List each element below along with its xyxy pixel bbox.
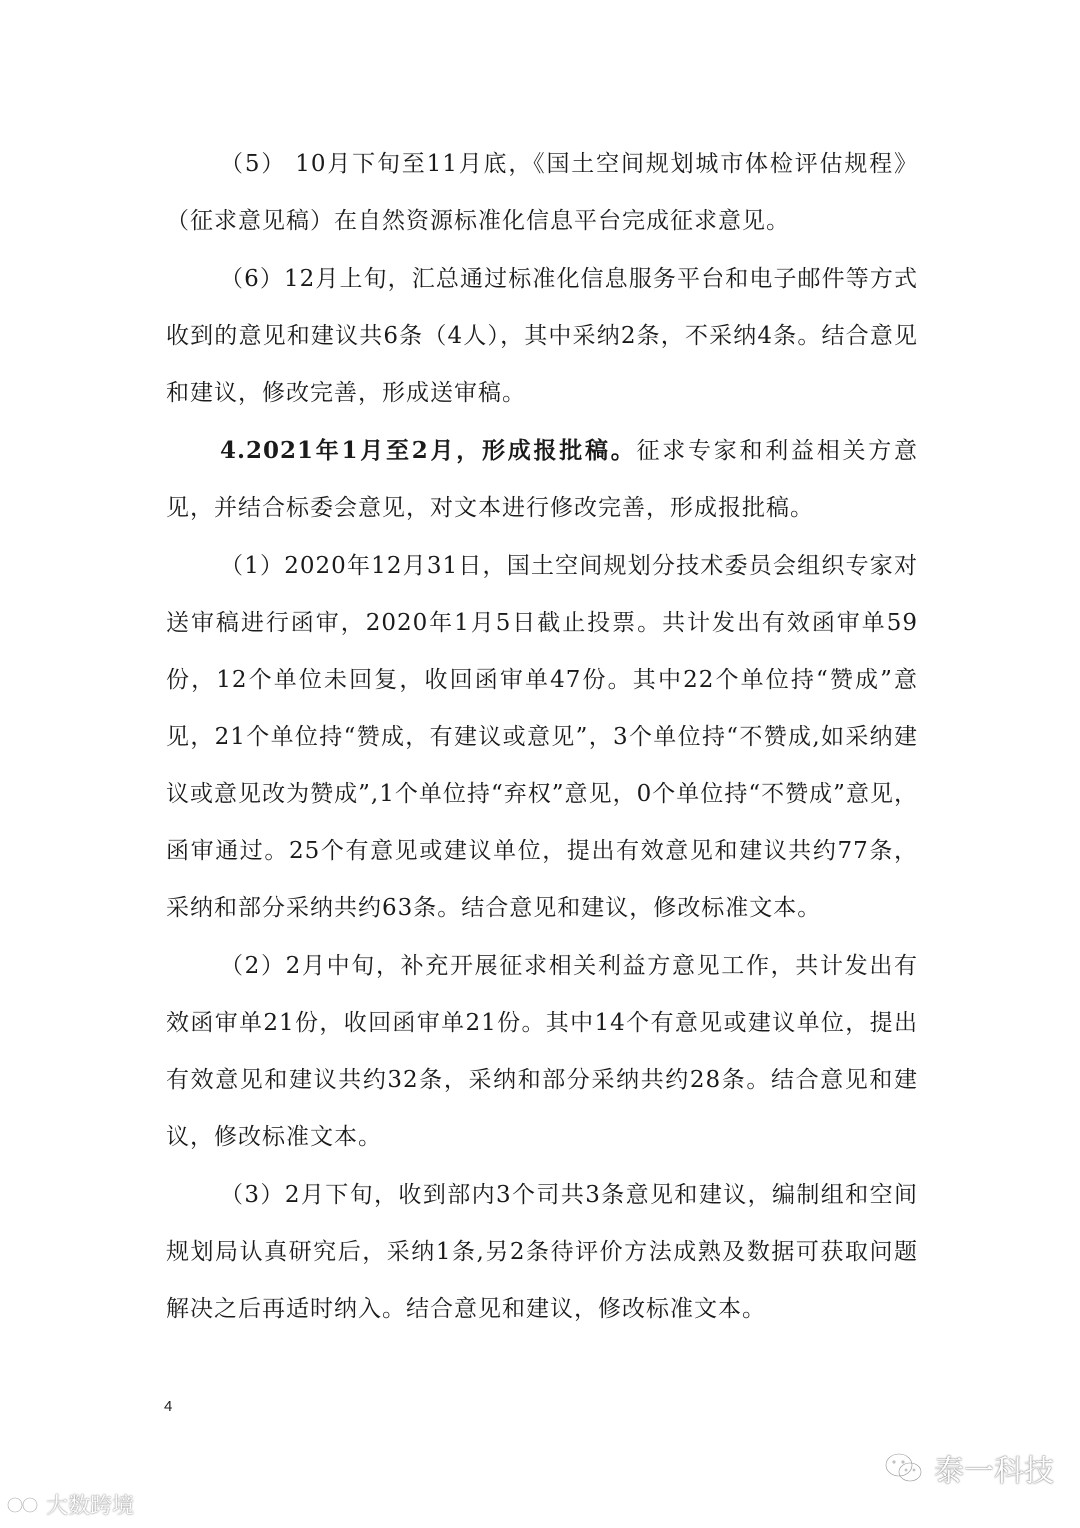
page-number: 4 (164, 1398, 173, 1415)
section-4-heading-paragraph (166, 422, 918, 537)
wechat-icon (884, 1451, 924, 1485)
paragraph-text: （6）12月上旬，汇总通过标准化信息服务平台和电子邮件等方式收到的意见和建议共6条（4人），其中采纳2条，不采纳4条。结合意见和建议，修改完善，形成送审稿。 (166, 266, 918, 406)
brand-logo-icon (6, 1494, 40, 1516)
paragraph-text: （3）2月下旬，收到部内3个司共3条意见和建议，编制组和空间规划局认真研究后，采纳1条,另2条待评价方法成熟及数据可获取问题解决之后再适时纳入。结合意见和建议，修改标准文本。 (166, 1182, 918, 1322)
section-4-heading: 4.2021年1月至2月，形成报批稿。 (220, 437, 637, 464)
paragraph-text: （1）2020年12月31日，国土空间规划分技术委员会组织专家对送审稿进行函审，2020年1月5日截止投票。共计发出有效函审单59份，12个单位未回复，收回函审单47份。其中22个单位持“赞成”意见，21个单位持“赞成，有建议或意见”，3个单位持“不赞成,如采纳建议或意见改为赞成”,1个单位持“弃权”意见，0个单位持“不赞成”意见，函审通过。25个有意见或建议单位，提出有效意见和建议共约77条，采纳和部分采纳共约63条。结合意见和建议，修改标准文本。 (166, 553, 918, 921)
paragraph-text: （2）2月中旬，补充开展征求相关利益方意见工作，共计发出有效函审单21份，收回函审单21份。其中14个有意见或建议单位，提出有效意见和建议共约32条，采纳和部分采纳共约28条。结合意见和建议，修改标准文本。 (166, 953, 918, 1150)
watermark-left (6, 1489, 134, 1520)
paragraph-6 (166, 250, 918, 422)
paragraph-text: 征求专家和利益相关方意见，并结合标委会意见，对文本进行修改完善，形成报批稿。 (166, 438, 919, 521)
watermark-right (884, 1446, 1054, 1490)
paragraph-3 (166, 1166, 918, 1338)
paragraph-5 (166, 135, 918, 250)
watermark-left-text: 大数跨境 (46, 1494, 135, 1519)
paragraph-1 (166, 537, 918, 937)
watermark-right-text: 泰一科技 (934, 1454, 1054, 1489)
paragraph-text: （5） 10月下旬至11月底，《国土空间规划城市体检评估规程》（征求意见稿）在自然资源标准化信息平台完成征求意见。 (166, 151, 918, 234)
paragraph-2 (166, 937, 918, 1166)
document-body (166, 135, 918, 1338)
